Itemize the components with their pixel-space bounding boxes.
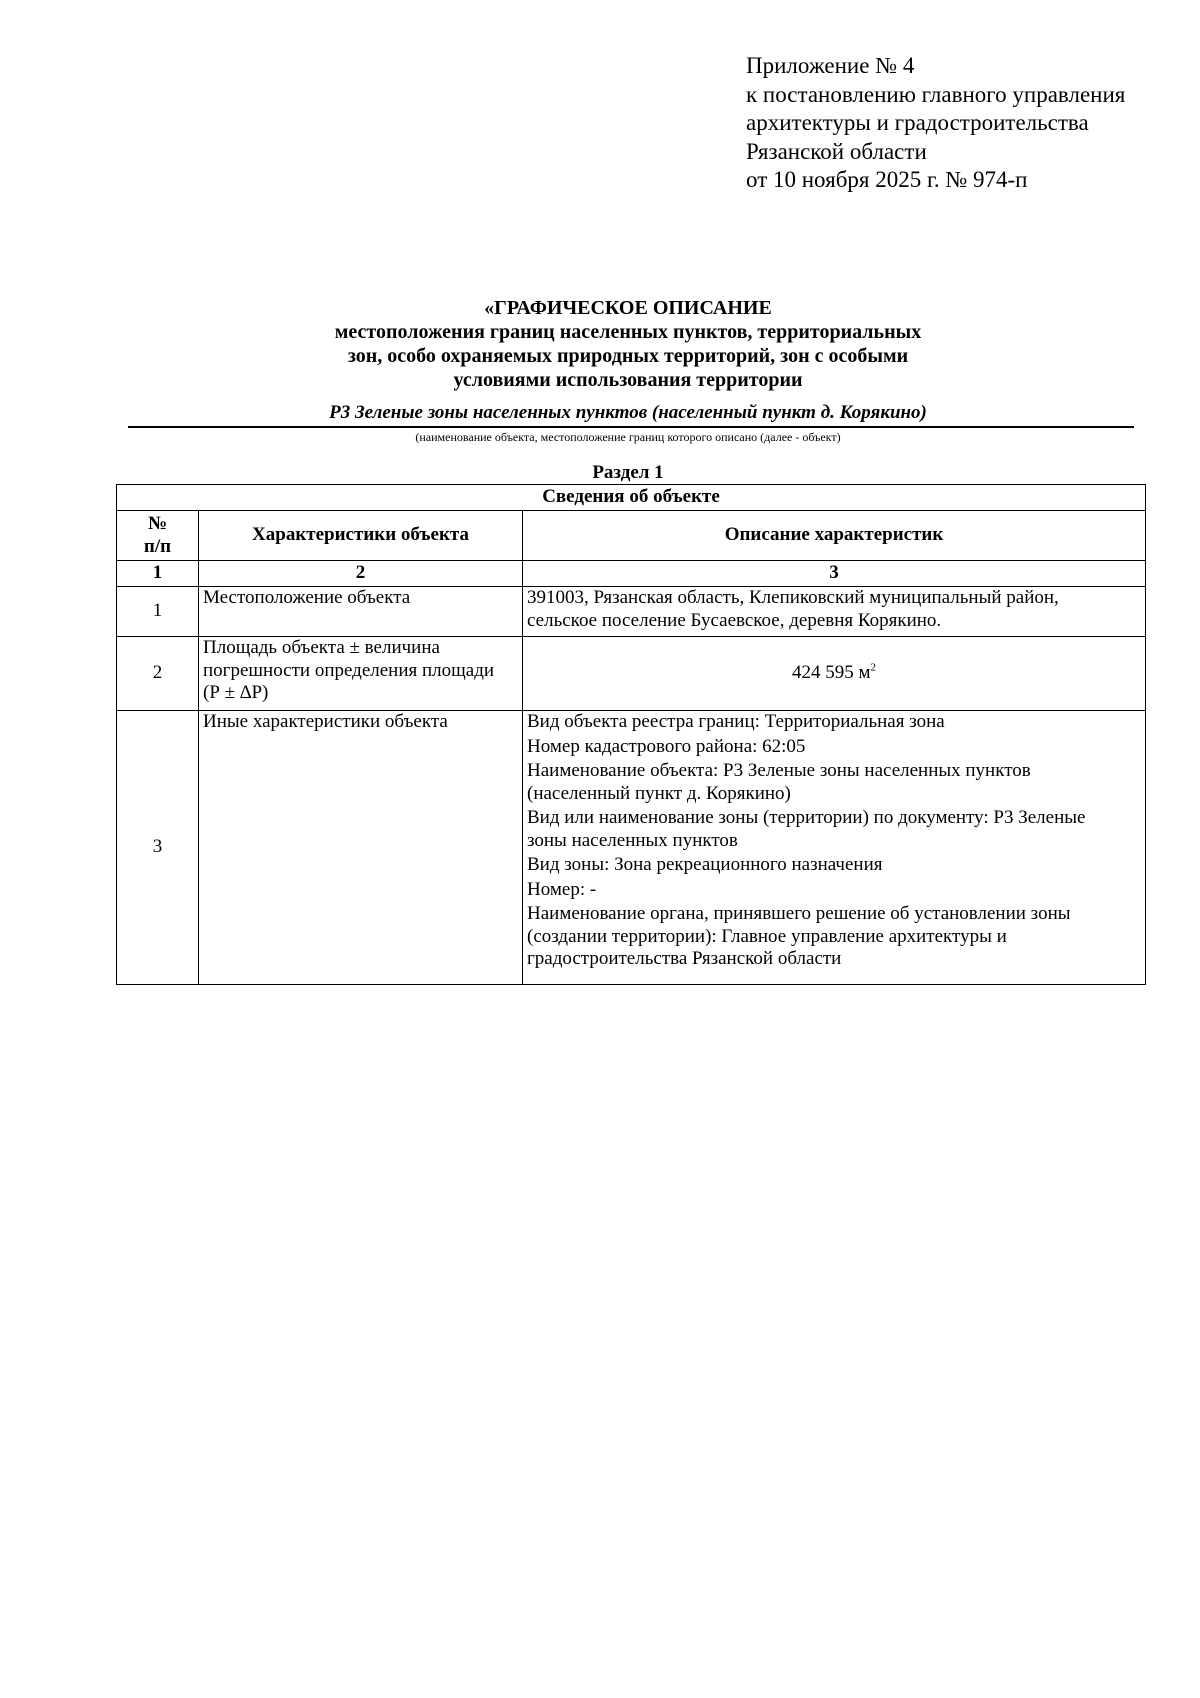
title-line: местоположения границ населенных пунктов, территориальных: [334, 321, 922, 343]
title-line: «ГРАФИЧЕСКОЕ ОПИСАНИЕ: [484, 297, 772, 319]
object-name: Р3 Зеленые зоны населенных пунктов (населенный пункт д. Корякино): [329, 402, 927, 423]
description-line: (населенный пункт д. Корякино): [527, 782, 791, 804]
area-value-cell: [523, 637, 1146, 711]
appendix-block: [746, 52, 1186, 195]
area-value: 424 595 м: [792, 662, 871, 684]
description-line: 391003, Рязанская область, Клепиковский муниципальный район,: [527, 587, 1059, 608]
appendix-line: Приложение № 4: [746, 53, 915, 78]
characteristic-line: Площадь объекта ± величина: [203, 637, 440, 658]
header-description: Описание характеристик: [523, 511, 1146, 561]
description-line: Номер: -: [527, 878, 597, 900]
appendix-line: архитектуры и градостроительства: [746, 110, 1089, 135]
description-line: (создании территории): Главное управление архитектуры и: [527, 925, 1007, 947]
area-unit-superscript: 2: [870, 661, 877, 674]
description-line: градостроительства Рязанской области: [527, 948, 842, 969]
title-line: условиями использования территории: [453, 369, 803, 391]
description-line: сельское поселение Бусаевское, деревня Корякино.: [527, 609, 942, 631]
row-characteristic: Иные характеристики объекта: [199, 711, 523, 985]
row-description: [523, 711, 1146, 985]
object-name-underline: [128, 426, 1134, 428]
row-description: [523, 587, 1146, 637]
row-number: 1: [117, 587, 199, 637]
appendix-line: к постановлению главного управления: [746, 81, 1126, 107]
column-number: 1: [117, 561, 199, 587]
table-title: Сведения об объекте: [117, 485, 1146, 511]
header-characteristics: Характеристики объекта: [199, 511, 523, 561]
characteristic-line: (Р ± ∆Р): [203, 682, 269, 703]
document-title: [128, 296, 1128, 392]
characteristic-line: погрешности определения площади: [203, 659, 495, 681]
description-line: Вид зоны: Зона рекреационного назначения: [527, 854, 883, 875]
title-line: зон, особо охраняемых природных территорий, зон с особыми: [347, 345, 909, 367]
header-num: [117, 511, 199, 561]
appendix-line: Рязанской области: [746, 138, 927, 164]
table-row: [117, 587, 1146, 637]
row-number: 2: [117, 637, 199, 711]
description-line: Вид или наименование зоны (территории) по документу: Р3 Зеленые: [527, 807, 1086, 828]
description-line: Вид объекта реестра границ: Территориальная зона: [527, 711, 945, 732]
appendix-line: от 10 ноября 2025 г. № 974-п: [746, 167, 1028, 192]
row-number: 3: [117, 711, 199, 985]
header-num-line: п/п: [143, 535, 172, 557]
object-caption: (наименование объекта, местоположение границ которого описано (далее - объект): [415, 430, 841, 444]
description-line: Номер кадастрового района: 62:05: [527, 735, 806, 757]
column-number: 2: [199, 561, 523, 587]
description-line: зоны населенных пунктов: [527, 829, 738, 851]
header-num-line: №: [147, 513, 168, 534]
section-title: Раздел 1: [592, 462, 664, 483]
description-line: Наименование органа, принявшего решение об установлении зоны: [527, 903, 1071, 924]
description-line: Наименование объекта: Р3 Зеленые зоны населенных пунктов: [527, 760, 1031, 781]
column-number: 3: [523, 561, 1146, 587]
table-row: [117, 711, 1146, 985]
object-info-table: [116, 484, 1146, 985]
row-characteristic: [199, 637, 523, 711]
row-characteristic: Местоположение объекта: [199, 587, 523, 637]
table-row: [117, 637, 1146, 711]
